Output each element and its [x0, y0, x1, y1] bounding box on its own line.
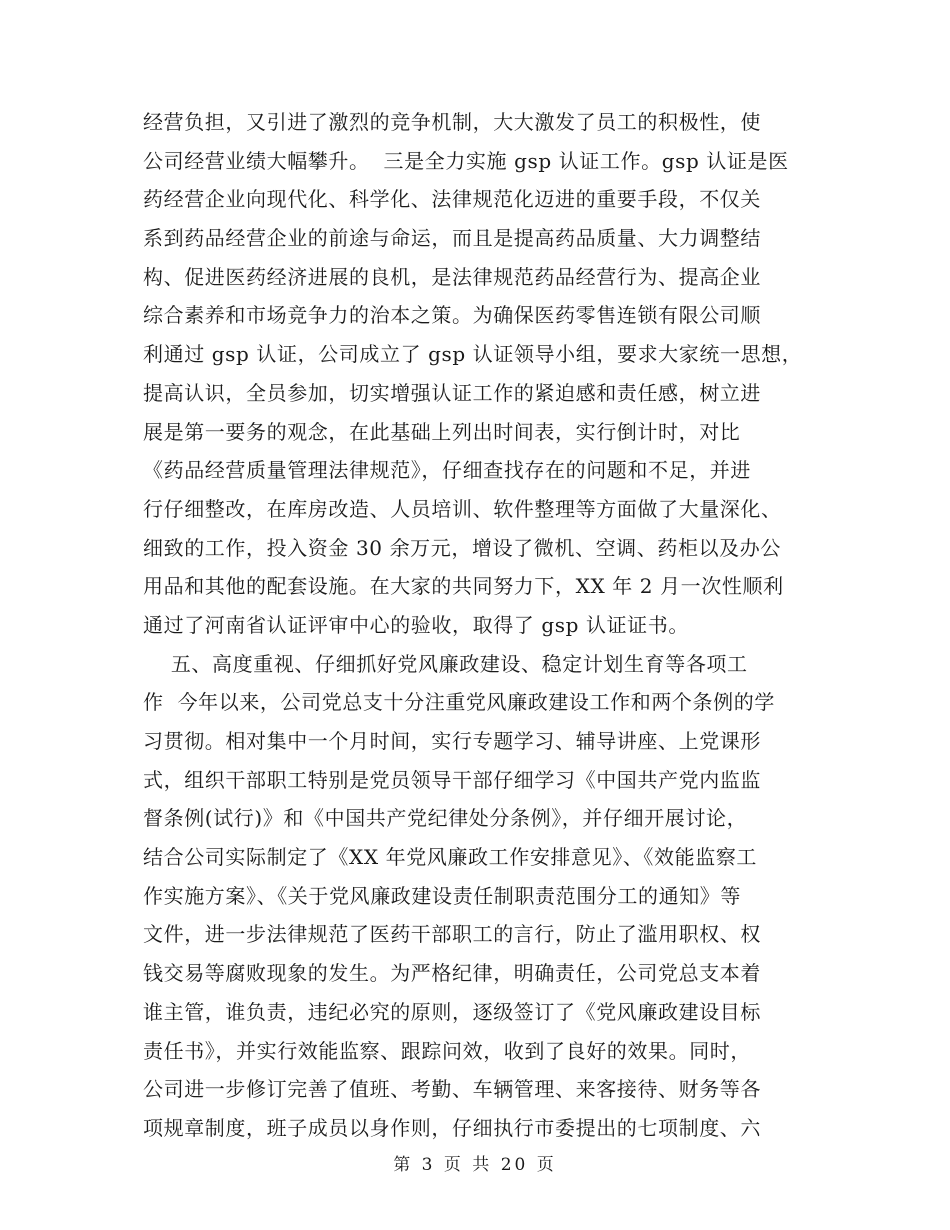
text-line: 《药品经营质量管理法律规范》，仔细查找存在的问题和不足，并进: [143, 458, 751, 483]
text-line: 钱交易等腐败现象的发生。为严格纪律，明确责任，公司党总支本着: [143, 961, 761, 986]
page-number-footer: 第 3 页 共 20 页: [393, 1155, 557, 1175]
text-line: 细致的工作，投入资金 30 余万元，增设了微机、空调、药柜以及办公: [143, 535, 781, 560]
text-line: 经营负担，又引进了激烈的竞争机制，大大激发了员工的积极性，使: [143, 110, 761, 134]
text-line: 式，组织干部职工特别是党员领导干部仔细学习《中国共产党内监监: [143, 767, 761, 792]
body-text: [143, 103, 823, 1148]
text-line: 提高认识，全员参加，切实增强认证工作的紧迫感和责任感，树立进: [143, 380, 761, 405]
text-line: 通过了河南省认证评审中心的验收，取得了 gsp 认证证书。: [143, 612, 689, 637]
text-line: 药经营企业向现代化、科学化、法律规范化迈进的重要手段，不仅关: [143, 187, 761, 212]
text-line: 谁主管，谁负责，违纪必究的原则，逐级签订了《党风廉政建设目标: [143, 999, 761, 1024]
text-line: 行仔细整改，在库房改造、人员培训、软件整理等方面做了大量深化、: [143, 496, 782, 521]
text-line: 结合公司实际制定了《XX 年党风廉政工作安排意见》、《效能监察工: [143, 845, 758, 870]
text-line: 作实施方案》、《关于党风廉政建设责任制职责范围分工的通知》等: [143, 883, 741, 908]
text-line: 公司经营业绩大幅攀升。 三是全力实施 gsp 认证工作。gsp 认证是医: [143, 148, 789, 173]
text-line: 督条例(试行)》和《中国共产党纪律处分条例》，并仔细开展讨论，: [143, 806, 748, 831]
text-line: 作 今年以来，公司党总支十分注重党风廉政建设工作和两个条例的学: [143, 690, 775, 715]
text-line: 系到药品经营企业的前途与命运，而且是提高药品质量、大力调整结: [143, 226, 761, 251]
text-line: 用品和其他的配套设施。在大家的共同努力下，XX 年 2 月一次性顺利: [143, 574, 784, 599]
text-line: 综合素养和市场竞争力的治本之策。为确保医药零售连锁有限公司顺: [143, 303, 761, 328]
text-line: 公司进一步修订完善了值班、考勤、车辆管理、来客接待、财务等各: [143, 1077, 761, 1102]
text-line: 项规章制度，班子成员以身作则，仔细执行市委提出的七项制度、六: [143, 1115, 761, 1140]
text-line: 利通过 gsp 认证，公司成立了 gsp 认证领导小组，要求大家统一思想，: [143, 342, 803, 367]
text-line: 文件，进一步法律规范了医药干部职工的言行，防止了滥用职权、权: [143, 922, 761, 947]
text-line: 构、促进医药经济进展的良机，是法律规范药品经营行为、提高企业: [143, 264, 761, 289]
text-line: 责任书》，并实行效能监察、跟踪问效，收到了良好的效果。同时，: [143, 1038, 751, 1063]
text-line: 习贯彻。相对集中一个月时间，实行专题学习、辅导讲座、上党课形: [143, 729, 761, 753]
text-line: 展是第一要务的观念，在此基础上列出时间表，实行倒计时，对比: [143, 419, 741, 444]
text-line: 五、高度重视、仔细抓好党风廉政建设、稳定计划生育等各项工: [143, 651, 748, 676]
